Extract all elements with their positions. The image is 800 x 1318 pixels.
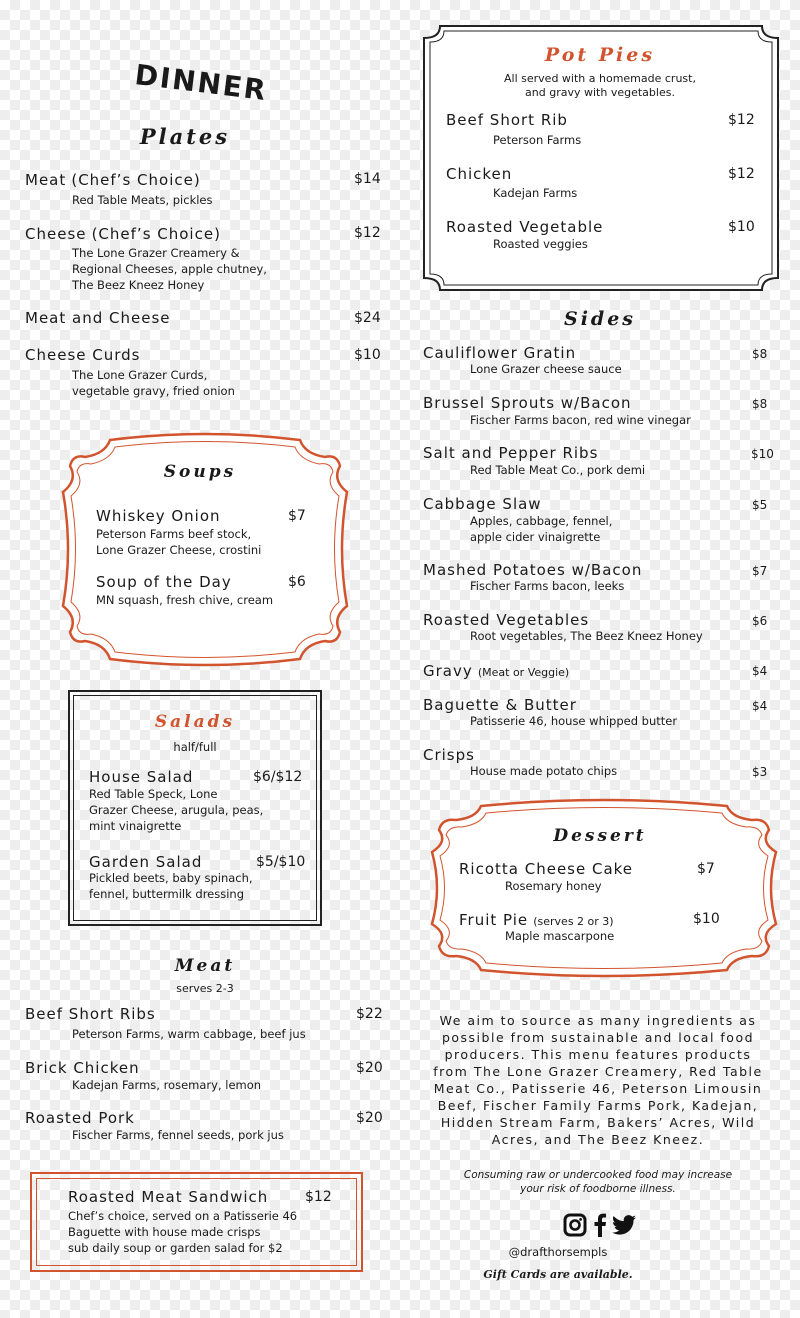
item-desc: Kadejan Farms xyxy=(493,186,578,200)
statement-line: Meat Co., Patisserie 46, Peterson Limousin xyxy=(433,1081,763,1096)
item-desc: Patisserie 46, house whipped butter xyxy=(470,714,678,728)
item-name: Salt and Pepper Ribs xyxy=(423,444,599,462)
item-name: Soup of the Day xyxy=(96,573,232,591)
statement-line: from The Lone Grazer Creamery, Red Table xyxy=(433,1064,763,1079)
statement-line: possible from sustainable and local food xyxy=(441,1030,755,1045)
item-desc: House made potato chips xyxy=(470,764,618,778)
item-desc xyxy=(68,1208,297,1256)
desc-line: Chef’s choice, served on a Patisserie 46 xyxy=(68,1209,298,1223)
twitter-icon[interactable] xyxy=(612,1214,636,1236)
item-name: Roasted Vegetables xyxy=(423,611,590,629)
item-desc: Maple mascarpone xyxy=(505,929,615,943)
statement-line: Hidden Stream Farm, Bakers’ Acres, Wild xyxy=(440,1115,756,1130)
item-desc: Lone Grazer cheese sauce xyxy=(470,362,622,376)
menu-item xyxy=(423,661,569,680)
desc-line: sub daily soup or garden salad for $2 xyxy=(68,1241,283,1255)
item-price: $12 xyxy=(354,225,381,241)
meat-heading: Meat xyxy=(174,956,236,976)
item-price: $10 xyxy=(693,911,720,927)
salads-heading: Salads xyxy=(154,712,236,732)
notice-line: Consuming raw or undercooked food may increase xyxy=(463,1169,733,1181)
item-name: House Salad xyxy=(89,768,194,786)
dessert-frame xyxy=(426,798,782,978)
item-price: $20 xyxy=(356,1060,383,1076)
item-name: Meat and Cheese xyxy=(25,309,171,327)
menu-item xyxy=(459,910,614,929)
item-desc: Roasted veggies xyxy=(493,237,588,251)
item-price: $22 xyxy=(356,1006,383,1022)
desc-line: Regional Cheeses, apple chutney, xyxy=(72,262,267,276)
item-desc xyxy=(470,513,612,545)
item-desc xyxy=(72,245,267,293)
item-desc: Peterson Farms xyxy=(493,133,582,147)
item-price: $8 xyxy=(752,397,768,411)
pot-pies-heading: Pot Pies xyxy=(544,44,656,66)
item-price: $10 xyxy=(354,347,381,363)
desc-line: Pickled beets, baby spinach, xyxy=(89,871,253,885)
item-name: Cheese Curds xyxy=(25,346,141,364)
item-price: $4 xyxy=(752,699,768,713)
food-safety-notice xyxy=(420,1168,776,1196)
social-handle[interactable]: @drafthorsempls xyxy=(508,1245,608,1259)
item-name: Chicken xyxy=(446,165,513,183)
item-name: Meat xyxy=(25,171,67,189)
desc-line: Peterson Farms beef stock, xyxy=(96,527,252,541)
item-price: $14 xyxy=(354,171,381,187)
item-name: Fruit Pie xyxy=(459,911,529,929)
item-price: $10 xyxy=(728,219,755,235)
item-price: $6/$12 xyxy=(253,769,303,785)
facebook-icon[interactable] xyxy=(593,1213,607,1237)
statement-line: producers. This menu features products xyxy=(444,1047,752,1062)
desc-line: apple cider vinaigrette xyxy=(470,530,601,544)
item-price: $7 xyxy=(697,861,715,877)
subtitle-line: All served with a homemade crust, xyxy=(504,72,696,85)
item-desc: Fischer Farms bacon, red wine vinegar xyxy=(470,413,691,427)
desc-line: Apples, cabbage, fennel, xyxy=(470,514,613,528)
meat-subtitle: serves 2-3 xyxy=(176,982,234,995)
item-price: $20 xyxy=(356,1110,383,1126)
pot-pies-subtitle xyxy=(470,72,730,100)
item-price: $6 xyxy=(752,614,768,628)
item-price: $7 xyxy=(288,508,306,524)
menu-item xyxy=(25,170,201,189)
item-price: $12 xyxy=(728,166,755,182)
item-desc: Kadejan Farms, rosemary, lemon xyxy=(72,1078,262,1092)
notice-line: your risk of foodborne illness. xyxy=(520,1183,676,1195)
desc-line: The Lone Grazer Creamery & xyxy=(72,246,240,260)
item-price: $6 xyxy=(288,574,306,590)
sourcing-statement xyxy=(420,1012,776,1148)
desc-line: Grazer Cheese, arugula, peas, xyxy=(89,803,264,817)
item-name: Mashed Potatoes w/Bacon xyxy=(423,561,643,579)
item-name: Cheese xyxy=(25,225,87,243)
menu-item xyxy=(25,224,221,243)
item-desc: Fischer Farms bacon, leeks xyxy=(470,579,625,593)
subtitle-line: and gravy with vegetables. xyxy=(525,86,675,99)
item-name: Roasted Vegetable xyxy=(446,218,604,236)
item-note: (Meat or Veggie) xyxy=(477,666,570,679)
statement-line: Beef, Fischer Family Farms Pork, Kadejan, xyxy=(437,1098,759,1113)
item-note: (Chef’s Choice) xyxy=(91,225,221,243)
item-price: $12 xyxy=(305,1189,332,1205)
plates-heading: Plates xyxy=(139,124,231,149)
desc-line: The Lone Grazer Curds, xyxy=(72,368,208,382)
item-name: Beef Short Ribs xyxy=(25,1005,156,1023)
desc-line: vegetable gravy, fried onion xyxy=(72,384,235,398)
item-desc: Red Table Meats, pickles xyxy=(72,193,213,207)
salads-subtitle: half/full xyxy=(173,740,217,754)
item-price: $12 xyxy=(728,112,755,128)
item-name: Garden Salad xyxy=(89,853,203,871)
item-price: $10 xyxy=(751,447,774,461)
desc-line: Lone Grazer Cheese, crostini xyxy=(96,543,262,557)
item-desc: Root vegetables, The Beez Kneez Honey xyxy=(470,629,703,643)
desc-line: fennel, buttermilk dressing xyxy=(89,887,245,901)
item-desc: MN squash, fresh chive, cream xyxy=(96,593,274,607)
statement-line: Acres, and The Beez Kneez. xyxy=(491,1132,705,1147)
item-desc: Rosemary honey xyxy=(505,879,602,893)
item-desc: Peterson Farms, warm cabbage, beef jus xyxy=(72,1027,306,1041)
item-name: Gravy xyxy=(423,662,473,680)
desc-line: The Beez Kneez Honey xyxy=(72,278,205,292)
item-note: (serves 2 or 3) xyxy=(533,915,614,928)
item-price: $3 xyxy=(752,765,768,779)
statement-line: We aim to source as many ingredients as xyxy=(439,1013,757,1028)
item-price: $7 xyxy=(752,564,768,578)
item-price: $4 xyxy=(752,664,768,678)
dessert-heading: Dessert xyxy=(553,826,647,846)
item-desc: Red Table Meat Co., pork demi xyxy=(470,463,646,477)
item-name: Brussel Sprouts w/Bacon xyxy=(423,394,632,412)
item-desc xyxy=(72,367,235,399)
item-price: $24 xyxy=(354,310,381,326)
desc-line: mint vinaigrette xyxy=(89,819,182,833)
item-name: Cabbage Slaw xyxy=(423,495,542,513)
gift-cards-note: Gift Cards are available. xyxy=(483,1268,633,1281)
item-desc: Fischer Farms, fennel seeds, pork jus xyxy=(72,1128,284,1142)
item-desc xyxy=(96,526,261,558)
item-note: (Chef’s Choice) xyxy=(71,171,201,189)
item-desc xyxy=(89,786,263,834)
desc-line: Baguette with house made crisps xyxy=(68,1225,261,1239)
item-name: Ricotta Cheese Cake xyxy=(459,860,634,878)
item-name: Cauliflower Gratin xyxy=(423,344,577,362)
item-price: $5/$10 xyxy=(256,854,306,870)
item-desc xyxy=(89,870,253,902)
sides-heading: Sides xyxy=(563,308,636,330)
item-name: Roasted Pork xyxy=(25,1109,135,1127)
item-price: $8 xyxy=(752,347,768,361)
item-name: Baguette & Butter xyxy=(423,696,577,714)
soups-heading: Soups xyxy=(163,462,237,482)
instagram-icon[interactable] xyxy=(563,1213,587,1237)
item-name: Roasted Meat Sandwich xyxy=(68,1188,269,1206)
desc-line: Red Table Speck, Lone xyxy=(89,787,218,801)
menu-title: DINNER xyxy=(132,58,270,108)
item-name: Brick Chicken xyxy=(25,1059,140,1077)
item-name: Beef Short Rib xyxy=(446,111,568,129)
item-price: $5 xyxy=(752,498,768,512)
item-name: Crisps xyxy=(423,746,475,764)
item-name: Whiskey Onion xyxy=(96,507,221,525)
